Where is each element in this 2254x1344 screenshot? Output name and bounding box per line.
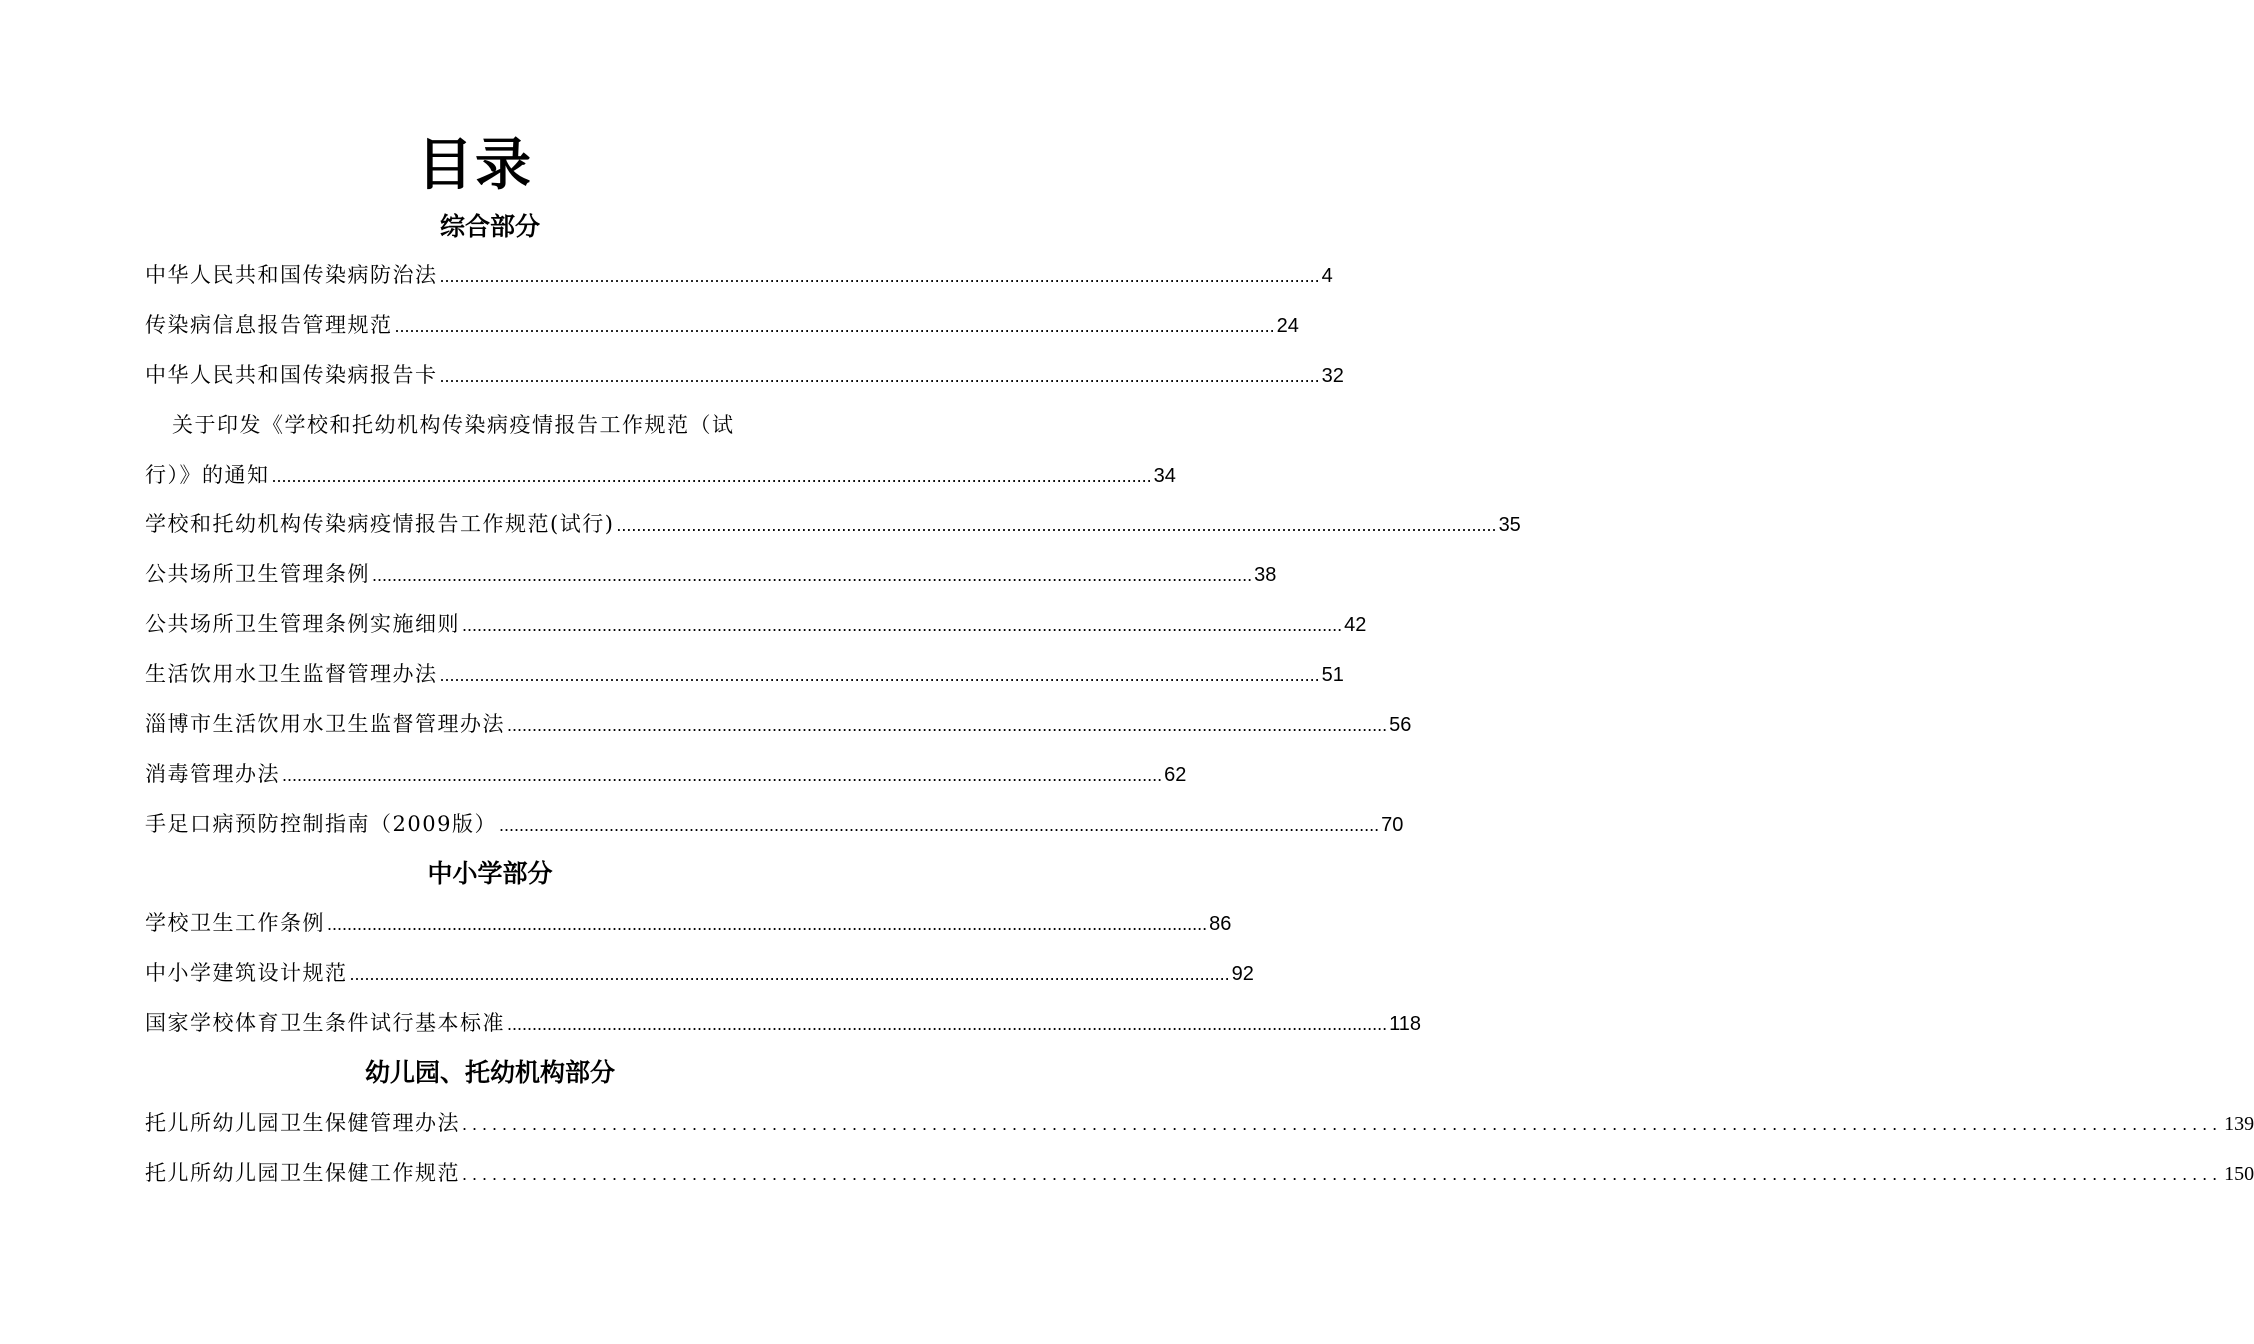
section-heading-kindergarten: 幼儿园、托幼机构部分 [364,1058,615,1087]
section-heading-school: 中小学部分 [427,859,553,888]
toc-entry[interactable] [145,1106,2254,1140]
toc-entry-page: 139 [2224,1113,2254,1135]
toc-entry-page: 92 [1231,963,1254,985]
toc-entry-label: 生活饮用水卫生监督管理办法 [145,662,438,686]
toc-entry[interactable] [145,757,1187,791]
toc-entry-page: 118 [1389,1013,1422,1035]
toc-entry-label: 中华人民共和国传染病防治法 [145,263,438,287]
dot-leader: ................................................................................................................................................................................ [439,665,1320,685]
dot-leader: ................................................................................................................................................................................ [462,1164,2223,1184]
toc-entry-label-line1[interactable]: 关于印发《学校和托幼机构传染病疫情报告工作规范（试 [172,413,735,437]
toc-entry-page: 70 [1381,814,1404,836]
section-heading-general: 综合部分 [439,212,540,241]
dot-leader: ................................................................................................................................................................................ [282,765,1163,785]
toc-entry[interactable] [145,956,1254,990]
toc-entry-page: 38 [1254,564,1277,586]
toc-entry-page: 32 [1321,365,1344,387]
toc-entry-label: 手足口病预防控制指南（2009版） [145,812,497,836]
toc-entry-label: 行）》的通知 [145,463,270,487]
dot-leader: ................................................................................................................................................................................ [616,515,1497,535]
toc-entry-page: 56 [1389,714,1412,736]
toc-entry-label: 国家学校体育卫生条件试行基本标准 [145,1011,505,1035]
page-title: 目录 [417,133,533,198]
toc-entry-page: 4 [1321,265,1333,287]
dot-leader: ................................................................................................................................................................................ [394,316,1275,336]
dot-leader: ................................................................................................................................................................................ [349,964,1230,984]
toc-entry[interactable] [145,607,1367,641]
toc-entry-label: 中小学建筑设计规范 [145,961,348,985]
toc-entry-page: 150 [2224,1163,2254,1185]
toc-entry[interactable] [145,1156,2254,1190]
toc-entry[interactable] [145,657,1344,691]
toc-entry-label: 中华人民共和国传染病报告卡 [145,363,438,387]
dot-leader: ................................................................................................................................................................................ [372,565,1253,585]
toc-entry-page: 86 [1209,913,1232,935]
toc-entry-page: 24 [1276,315,1299,337]
toc-entry[interactable] [145,258,1333,292]
dot-leader: ................................................................................................................................................................................ [271,466,1152,486]
toc-entry-label: 托儿所幼儿园卫生保健工作规范 [145,1161,460,1185]
toc-entry-label: 学校卫生工作条例 [145,911,325,935]
toc-entry-label: 托儿所幼儿园卫生保健管理办法 [145,1111,460,1135]
toc-entry-page: 62 [1164,764,1187,786]
toc-entry-label: 公共场所卫生管理条例实施细则 [145,612,460,636]
toc-entry-page: 34 [1153,465,1176,487]
dot-leader: ................................................................................................................................................................................ [498,815,1380,835]
toc-entry-page: 42 [1344,614,1367,636]
toc-entry[interactable] [145,358,1344,392]
dot-leader: ................................................................................................................................................................................ [462,615,1343,635]
toc-entry[interactable] [145,507,1521,541]
toc-entry-label: 消毒管理办法 [145,762,280,786]
toc-entry-page: 51 [1321,664,1344,686]
dot-leader: ................................................................................................................................................................................ [507,715,1388,735]
toc-entry[interactable] [145,458,1176,492]
dot-leader: ................................................................................................................................................................................ [462,1114,2223,1134]
toc-entry[interactable] [145,308,1299,342]
toc-entry[interactable] [145,557,1277,591]
toc-entry-label: 公共场所卫生管理条例 [145,562,370,586]
toc-entry-page: 35 [1498,514,1521,536]
toc-entry[interactable] [145,807,1404,841]
dot-leader: ................................................................................................................................................................................ [439,266,1320,286]
dot-leader: ................................................................................................................................................................................ [327,914,1208,934]
dot-leader: ................................................................................................................................................................................ [507,1014,1388,1034]
toc-entry[interactable] [145,906,1232,940]
toc-entry-label: 淄博市生活饮用水卫生监督管理办法 [145,712,505,736]
toc-entry[interactable] [145,707,1412,741]
toc-entry-label: 传染病信息报告管理规范 [145,313,393,337]
toc-entry-label: 学校和托幼机构传染病疫情报告工作规范(试行) [145,512,615,536]
toc-entry[interactable] [145,1006,1422,1040]
dot-leader: ................................................................................................................................................................................ [439,366,1320,386]
